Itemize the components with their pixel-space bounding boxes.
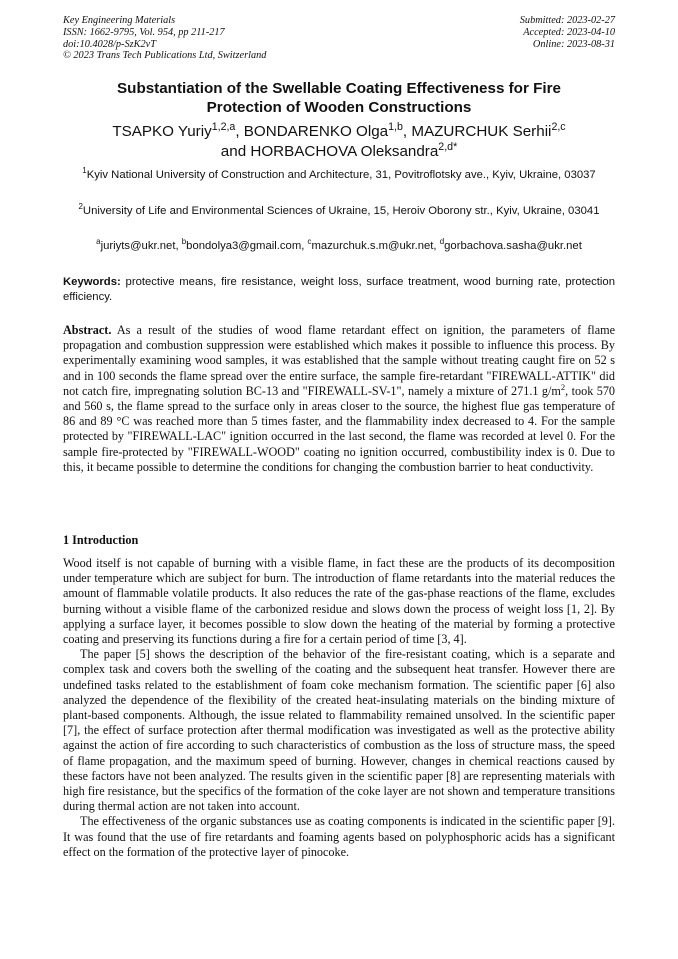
- affiliation-1: $^1$Kyiv National University of Construction and Architecture, 31, Povitroflotsky ave., Kyiv, Ukraine, 03037: [82, 166, 596, 181]
- author-name: and HORBACHOVA Oleksandra: [220, 142, 439, 160]
- author-name: MAZURCHUK Serhii: [411, 123, 552, 140]
- submitted-date: Submitted: 2023-02-27: [519, 15, 615, 26]
- author-list: TSAPKO Yuriy$^{1,2,a}$, BONDARENKO Olga$^{1,b}$, MAZURCHUK Serhii$^{2,c}$ and HORBACHOVA Oleksandra$^{2,d*}$: [112, 120, 566, 160]
- keywords-text: protective means, fire resistance, weight loss, surface treatment, wood burning rate, protection efficiency.: [63, 276, 615, 303]
- author-name: TSAPKO Yuriy: [112, 123, 212, 140]
- paragraph: The paper [5] shows the description of the behavior of the fire-resistant coating, which is a separate and complex task and covers both the swelling of the coating and the subsequent heat transfer. However there are undefined tasks related to the establishment of foam coke mechanism formation. The scientific paper [6] also analyzed the dependence of the flexibility of the created heat-insulating materials on the binding mixture of plant-based components. Although, the issue related to flammability remained unsolved. In the scientific paper [7], the effect of surface protection after thermal modification was investigated as well as the protective ability against the action of fire according to such characteristics of combustion as the loss of structure mass, the speed of flame propagation, and the maximum speed of burning. However, changes in chemical reactions caused by these factors have not been analyzed. The results given in the scientific paper [8] are representing materials with high fire resistance, but the specifics of the formation of the coke layer are not shown and temperature transitions during thermal action are not taken into account.: [63, 647, 615, 814]
- abstract-label: Abstract.: [63, 323, 112, 337]
- paragraph: Wood itself is not capable of burning with a visible flame, in fact these are the products of its decomposition under temperature which are subject for burn. The introduction of flame retardants into the material reduces the amount of flammable volatile products. It also reduces the rate of the gas-phase reactions of the flame, excludes burning without a visible flame of the carbonized residue and slows down the process of weight loss [1, 2]. By applying a surface layer, it becomes possible to slow down the heating of the material by forming a protective coating and preserving its functions during a fire for a certain period of time [3, 4].: [63, 556, 615, 647]
- accepted-date: Accepted: 2023-04-10: [523, 26, 615, 38]
- section-heading: 1 Introduction: [63, 533, 139, 547]
- introduction-body: [63, 556, 615, 860]
- email-link[interactable]: juriyts@ukr.net,: [100, 240, 182, 252]
- abstract: Abstract. As a result of the studies of wood flame retardant effect on ignition, the parameters of flame propagation and combustion suppression were established which makes it possible to influence this process. By experimentally examining wood samples, it was established that the sample without treating caught fire on 52 s and in 100 seconds the flame spread over the entire surface, the sample fire-retardant "FIREWALL-ATTIK" did not catch fire, impregnating solution BC-13 and "FIREWALL-SV-1", namely a mixture of 271.1 $g/m^2$, took 570 and 560 s, the flame spread to the surface only in areas closer to the source, the highest flue gas temperature of 86 and 89 °C was reached more than 5 times faster, and the flammability index decreased to 4. For the sample protected by "FIREWALL-LAC" ignition occurred in the last second, the flame was recorded at level 0. For the sample fire-protected by "FIREWALL-WOOD" coating no ignition occurred, combustibility index is 0. Due to this, it became possible to determine the conditions for changing the combustion barrier to heat conductivity.: [63, 323, 616, 474]
- copyright: © 2023 Trans Tech Publications Ltd, Switzerland: [63, 50, 267, 62]
- journal-info: [63, 15, 266, 62]
- author-emails: $^a$juriyts@ukr.net, $^b$bondolya3@gmail.com, $^c$mazurchuk.s.m@ukr.net, $^d$gorbachova.sasha@ukr.net: [96, 237, 582, 252]
- keywords: [63, 275, 615, 305]
- dates-info: [520, 15, 615, 50]
- doi: doi:10.4028/p-SzK2vT: [63, 38, 156, 50]
- paper-title: Substantiation of the Swellable Coating Effectiveness for Fire Protection of Wooden Constructions: [117, 80, 561, 116]
- email-link[interactable]: gorbachova.sasha@ukr.net: [444, 240, 582, 252]
- email-link[interactable]: mazurchuk.s.m@ukr.net,: [311, 240, 440, 252]
- paragraph: The effectiveness of the organic substances use as coating components is indicated in the scientific paper [9]. It was found that the use of fire retardants and foaming agents based on polyphosphoric acids has a significant effect on the formation of the protective layer of pinocoke.: [63, 814, 615, 859]
- email-link[interactable]: bondolya3@gmail.com,: [186, 240, 308, 252]
- issn: ISSN: 1662-9795, Vol. 954, pp 211-217: [63, 26, 225, 38]
- author-name: BONDARENKO Olga: [243, 123, 389, 140]
- affiliation-2: $^2$University of Life and Environmental Sciences of Ukraine, 15, Heroiv Oborony str., Kyiv, Ukraine, 03041: [78, 202, 600, 217]
- keywords-label: Keywords:: [63, 276, 121, 288]
- journal-name: Key Engineering Materials: [63, 15, 176, 26]
- online-date: Online: 2023-08-31: [532, 38, 615, 50]
